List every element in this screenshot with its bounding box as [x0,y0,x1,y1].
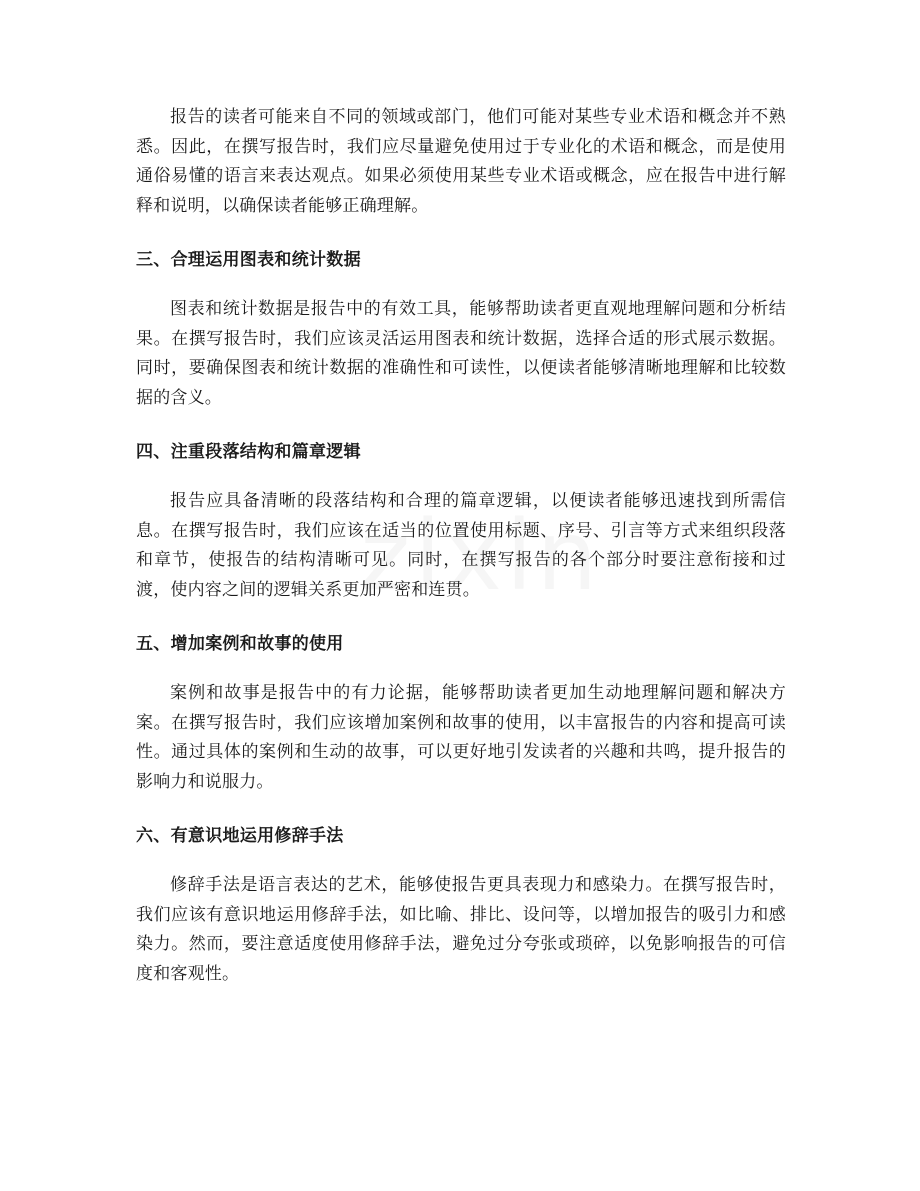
paragraph-cases: 案例和故事是报告中的有力论据，能够帮助读者更加生动地理解问题和解决方案。在撰写报告时，我们应该增加案例和故事的使用，以丰富报告的内容和提高可读性。通过具体的案例和生动的故事，可以更好地引发读者的兴趣和共鸣，提升报告的影响力和说服力。 [136,683,786,792]
paragraph-charts: 图表和统计数据是报告中的有效工具，能够帮助读者更直观地理解问题和分析结果。在撰写报告时，我们应该灵活运用图表和统计数据，选择合适的形式展示数据。同时，要确保图表和统计数据的准确性和可读性，以便读者能够清晰地理解和比较数据的含义。 [136,299,786,408]
section-heading-6: 六、有意识地运用修辞手法 [136,826,344,846]
document-body [136,103,786,989]
section-heading-5: 五、增加案例和故事的使用 [136,634,344,654]
section-heading-3: 三、合理运用图表和统计数据 [136,250,361,270]
paragraph-intro: 报告的读者可能来自不同的领域或部门，他们可能对某些专业术语和概念并不熟悉。因此，在撰写报告时，我们应尽量避免使用过于专业化的术语和概念，而是使用通俗易懂的语言来表达观点。如果必须使用某些专业术语或概念，应在报告中进行解释和说明，以确保读者能够正确理解。 [136,107,786,216]
paragraph-rhetoric: 修辞手法是语言表达的艺术，能够使报告更具表现力和感染力。在撰写报告时，我们应该有意识地运用修辞手法，如比喻、排比、设问等，以增加报告的吸引力和感染力。然而，要注意适度使用修辞手法，避免过分夸张或琐碎，以免影响报告的可信度和客观性。 [136,875,786,984]
section-heading-4: 四、注重段落结构和篇章逻辑 [136,442,361,462]
paragraph-structure: 报告应具备清晰的段落结构和合理的篇章逻辑，以便读者能够迅速找到所需信息。在撰写报告时，我们应该在适当的位置使用标题、序号、引言等方式来组织段落和章节，使报告的结构清晰可见。同时，在撰写报告的各个部分时要注意衔接和过渡，使内容之间的逻辑关系更加严密和连贯。 [136,491,786,600]
